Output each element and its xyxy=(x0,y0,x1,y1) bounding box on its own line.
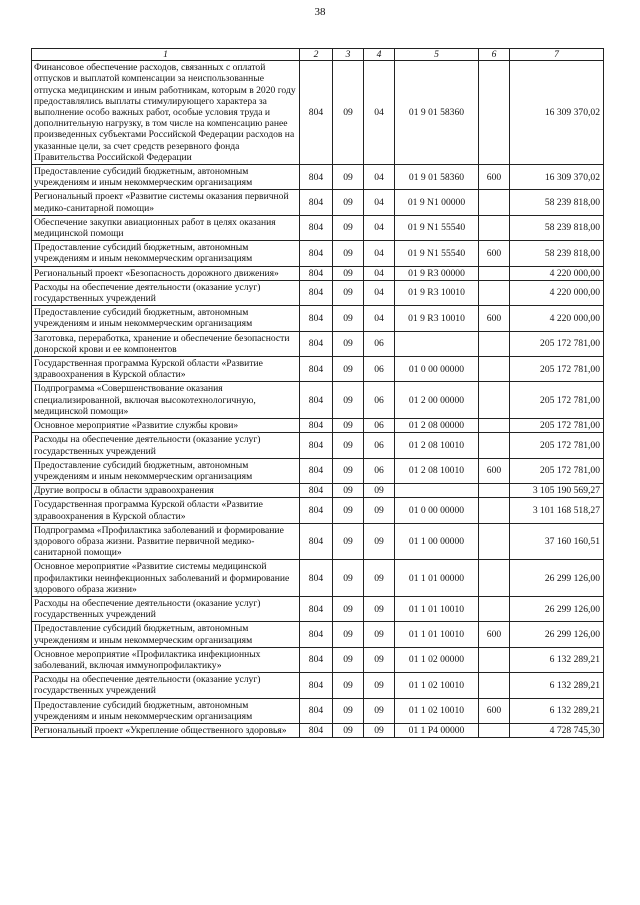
row-name-cell: Предоставление субсидий бюджетным, автономным учреждениям и иным некоммерческим организациям xyxy=(32,698,300,723)
subsection-code-cell: 06 xyxy=(364,382,395,419)
section-code-cell: 09 xyxy=(333,357,364,382)
row-name-cell: Расходы на обеспечение деятельности (оказание услуг) государственных учреждений xyxy=(32,596,300,621)
amount-cell: 3 101 168 518,27 xyxy=(510,498,604,523)
target-article-cell: 01 9 R3 00000 xyxy=(395,266,479,280)
column-header: 6 xyxy=(479,49,510,61)
row-name-cell: Предоставление субсидий бюджетным, автономным учреждениям и иным некоммерческим организациям xyxy=(32,458,300,483)
target-article-cell: 01 2 08 10010 xyxy=(395,433,479,458)
target-article-cell: 01 1 02 10010 xyxy=(395,673,479,698)
subsection-code-cell: 09 xyxy=(364,484,395,498)
expense-type-cell: 600 xyxy=(479,241,510,266)
table-row xyxy=(32,165,604,190)
ministry-code-cell: 804 xyxy=(300,61,333,165)
target-article-cell: 01 1 02 10010 xyxy=(395,698,479,723)
target-article-cell: 01 9 01 58360 xyxy=(395,61,479,165)
section-code-cell: 09 xyxy=(333,596,364,621)
section-code-cell: 09 xyxy=(333,419,364,433)
row-name-cell: Предоставление субсидий бюджетным, автономным учреждениям и иным некоммерческим организациям xyxy=(32,622,300,647)
row-name-cell: Предоставление субсидий бюджетным, автономным учреждениям и иным некоммерческим организациям xyxy=(32,241,300,266)
amount-cell: 4 220 000,00 xyxy=(510,266,604,280)
ministry-code-cell: 804 xyxy=(300,698,333,723)
subsection-code-cell: 04 xyxy=(364,266,395,280)
target-article-cell: 01 9 R3 10010 xyxy=(395,306,479,331)
subsection-code-cell: 04 xyxy=(364,215,395,240)
subsection-code-cell: 04 xyxy=(364,61,395,165)
row-name-cell: Основное мероприятие «Профилактика инфекционных заболеваний, включая иммунопрофилактику» xyxy=(32,647,300,672)
table-row xyxy=(32,419,604,433)
row-name-cell: Предоставление субсидий бюджетным, автономным учреждениям и иным некоммерческим организациям xyxy=(32,165,300,190)
subsection-code-cell: 06 xyxy=(364,419,395,433)
target-article-cell xyxy=(395,484,479,498)
section-code-cell: 09 xyxy=(333,498,364,523)
expense-type-cell xyxy=(479,190,510,215)
target-article-cell: 01 9 N1 00000 xyxy=(395,190,479,215)
section-code-cell: 09 xyxy=(333,484,364,498)
ministry-code-cell: 804 xyxy=(300,266,333,280)
section-code-cell: 09 xyxy=(333,215,364,240)
table-row xyxy=(32,433,604,458)
target-article-cell: 01 1 01 10010 xyxy=(395,622,479,647)
row-name-cell: Заготовка, переработка, хранение и обеспечение безопасности донорской крови и ее компонентов xyxy=(32,331,300,356)
section-code-cell: 09 xyxy=(333,723,364,737)
page-number: 38 xyxy=(314,6,326,18)
ministry-code-cell: 804 xyxy=(300,484,333,498)
table-row xyxy=(32,647,604,672)
expense-type-cell xyxy=(479,382,510,419)
section-code-cell: 09 xyxy=(333,673,364,698)
table-row xyxy=(32,190,604,215)
target-article-cell: 01 0 00 00000 xyxy=(395,357,479,382)
ministry-code-cell: 804 xyxy=(300,498,333,523)
section-code-cell: 09 xyxy=(333,241,364,266)
target-article-cell: 01 9 R3 10010 xyxy=(395,280,479,305)
amount-cell: 26 299 126,00 xyxy=(510,622,604,647)
table-row xyxy=(32,382,604,419)
subsection-code-cell: 09 xyxy=(364,596,395,621)
subsection-code-cell: 04 xyxy=(364,280,395,305)
subsection-code-cell: 09 xyxy=(364,647,395,672)
amount-cell: 3 105 190 569,27 xyxy=(510,484,604,498)
section-code-cell: 09 xyxy=(333,190,364,215)
amount-cell: 6 132 289,21 xyxy=(510,647,604,672)
table-row xyxy=(32,560,604,597)
row-name-cell: Государственная программа Курской области «Развитие здравоохранения в Курской области» xyxy=(32,498,300,523)
amount-cell: 37 160 160,51 xyxy=(510,523,604,560)
amount-cell: 26 299 126,00 xyxy=(510,560,604,597)
expense-type-cell xyxy=(479,215,510,240)
column-header: 7 xyxy=(510,49,604,61)
section-code-cell: 09 xyxy=(333,382,364,419)
section-code-cell: 09 xyxy=(333,433,364,458)
expense-type-cell xyxy=(479,498,510,523)
target-article-cell: 01 1 01 10010 xyxy=(395,596,479,621)
expense-type-cell xyxy=(479,433,510,458)
section-code-cell: 09 xyxy=(333,560,364,597)
row-name-cell: Государственная программа Курской области «Развитие здравоохранения в Курской области» xyxy=(32,357,300,382)
table-header-row xyxy=(32,49,604,61)
expense-type-cell xyxy=(479,484,510,498)
table-row xyxy=(32,266,604,280)
amount-cell: 4 728 745,30 xyxy=(510,723,604,737)
amount-cell: 205 172 781,00 xyxy=(510,357,604,382)
section-code-cell: 09 xyxy=(333,523,364,560)
table-row xyxy=(32,698,604,723)
subsection-code-cell: 04 xyxy=(364,241,395,266)
target-article-cell: 01 1 P4 00000 xyxy=(395,723,479,737)
column-header: 4 xyxy=(364,49,395,61)
row-name-cell: Подпрограмма «Профилактика заболеваний и формирование здорового образа жизни. Развитие первичной медико-санитарной помощи» xyxy=(32,523,300,560)
expense-type-cell: 600 xyxy=(479,306,510,331)
row-name-cell: Основное мероприятие «Развитие службы крови» xyxy=(32,419,300,433)
subsection-code-cell: 06 xyxy=(364,433,395,458)
section-code-cell: 09 xyxy=(333,165,364,190)
subsection-code-cell: 09 xyxy=(364,498,395,523)
row-name-cell: Финансовое обеспечение расходов, связанных с оплатой отпусков и выплатой компенсации за неиспользованные отпуска медицинским и иным работникам, которым в 2020 году предоставлялись выплаты стимулирующего характера за выполнение особо важных работ, особые условия труда и дополнительную нагрузку, в том числе на компенсацию ранее произведенных субъектами Российской Федерации расходов на указанные цели, за счет средств резервного фонда Правительства Российской Федерации xyxy=(32,61,300,165)
section-code-cell: 09 xyxy=(333,622,364,647)
amount-cell: 205 172 781,00 xyxy=(510,458,604,483)
ministry-code-cell: 804 xyxy=(300,523,333,560)
table-row xyxy=(32,215,604,240)
ministry-code-cell: 804 xyxy=(300,241,333,266)
section-code-cell: 09 xyxy=(333,331,364,356)
amount-cell: 26 299 126,00 xyxy=(510,596,604,621)
row-name-cell: Расходы на обеспечение деятельности (оказание услуг) государственных учреждений xyxy=(32,280,300,305)
target-article-cell: 01 1 00 00000 xyxy=(395,523,479,560)
column-header: 1 xyxy=(32,49,300,61)
target-article-cell: 01 9 01 58360 xyxy=(395,165,479,190)
subsection-code-cell: 09 xyxy=(364,523,395,560)
row-name-cell: Обеспечение закупки авиационных работ в целях оказания медицинской помощи xyxy=(32,215,300,240)
section-code-cell: 09 xyxy=(333,458,364,483)
amount-cell: 16 309 370,02 xyxy=(510,165,604,190)
subsection-code-cell: 09 xyxy=(364,723,395,737)
expense-type-cell xyxy=(479,331,510,356)
amount-cell: 58 239 818,00 xyxy=(510,241,604,266)
expense-type-cell xyxy=(479,596,510,621)
amount-cell: 58 239 818,00 xyxy=(510,215,604,240)
row-name-cell: Региональный проект «Безопасность дорожного движения» xyxy=(32,266,300,280)
row-name-cell: Другие вопросы в области здравоохранения xyxy=(32,484,300,498)
row-name-cell: Расходы на обеспечение деятельности (оказание услуг) государственных учреждений xyxy=(32,433,300,458)
subsection-code-cell: 06 xyxy=(364,458,395,483)
ministry-code-cell: 804 xyxy=(300,673,333,698)
expense-type-cell xyxy=(479,723,510,737)
expense-type-cell xyxy=(479,266,510,280)
row-name-cell: Предоставление субсидий бюджетным, автономным учреждениям и иным некоммерческим организациям xyxy=(32,306,300,331)
amount-cell: 16 309 370,02 xyxy=(510,61,604,165)
budget-table xyxy=(31,48,604,738)
column-header: 3 xyxy=(333,49,364,61)
expense-type-cell xyxy=(479,280,510,305)
amount-cell: 205 172 781,00 xyxy=(510,331,604,356)
table-row xyxy=(32,596,604,621)
amount-cell: 58 239 818,00 xyxy=(510,190,604,215)
subsection-code-cell: 04 xyxy=(364,306,395,331)
table-row xyxy=(32,523,604,560)
ministry-code-cell: 804 xyxy=(300,382,333,419)
table-row xyxy=(32,61,604,165)
ministry-code-cell: 804 xyxy=(300,596,333,621)
section-code-cell: 09 xyxy=(333,61,364,165)
ministry-code-cell: 804 xyxy=(300,331,333,356)
expense-type-cell xyxy=(479,419,510,433)
ministry-code-cell: 804 xyxy=(300,165,333,190)
subsection-code-cell: 09 xyxy=(364,622,395,647)
target-article-cell: 01 0 00 00000 xyxy=(395,498,479,523)
target-article-cell xyxy=(395,331,479,356)
expense-type-cell: 600 xyxy=(479,458,510,483)
amount-cell: 6 132 289,21 xyxy=(510,698,604,723)
ministry-code-cell: 804 xyxy=(300,622,333,647)
expense-type-cell xyxy=(479,357,510,382)
ministry-code-cell: 804 xyxy=(300,306,333,331)
amount-cell: 205 172 781,00 xyxy=(510,382,604,419)
amount-cell: 4 220 000,00 xyxy=(510,280,604,305)
amount-cell: 4 220 000,00 xyxy=(510,306,604,331)
table-row xyxy=(32,673,604,698)
row-name-cell: Региональный проект «Развитие системы оказания первичной медико-санитарной помощи» xyxy=(32,190,300,215)
expense-type-cell xyxy=(479,560,510,597)
column-header: 5 xyxy=(395,49,479,61)
expense-type-cell xyxy=(479,61,510,165)
ministry-code-cell: 804 xyxy=(300,458,333,483)
table-row xyxy=(32,484,604,498)
expense-type-cell: 600 xyxy=(479,165,510,190)
row-name-cell: Расходы на обеспечение деятельности (оказание услуг) государственных учреждений xyxy=(32,673,300,698)
expense-type-cell xyxy=(479,673,510,698)
subsection-code-cell: 09 xyxy=(364,698,395,723)
expense-type-cell xyxy=(479,523,510,560)
table-row xyxy=(32,458,604,483)
table-row xyxy=(32,331,604,356)
table-row xyxy=(32,498,604,523)
subsection-code-cell: 06 xyxy=(364,331,395,356)
target-article-cell: 01 9 N1 55540 xyxy=(395,241,479,266)
section-code-cell: 09 xyxy=(333,280,364,305)
expense-type-cell: 600 xyxy=(479,698,510,723)
section-code-cell: 09 xyxy=(333,306,364,331)
table-row xyxy=(32,241,604,266)
amount-cell: 6 132 289,21 xyxy=(510,673,604,698)
row-name-cell: Основное мероприятие «Развитие системы медицинской профилактики неинфекционных заболеваний и формирование здорового образа жизни» xyxy=(32,560,300,597)
ministry-code-cell: 804 xyxy=(300,419,333,433)
amount-cell: 205 172 781,00 xyxy=(510,419,604,433)
subsection-code-cell: 09 xyxy=(364,560,395,597)
target-article-cell: 01 1 01 00000 xyxy=(395,560,479,597)
ministry-code-cell: 804 xyxy=(300,280,333,305)
subsection-code-cell: 04 xyxy=(364,165,395,190)
ministry-code-cell: 804 xyxy=(300,215,333,240)
table-row xyxy=(32,306,604,331)
ministry-code-cell: 804 xyxy=(300,560,333,597)
expense-type-cell: 600 xyxy=(479,622,510,647)
table-row xyxy=(32,622,604,647)
target-article-cell: 01 1 02 00000 xyxy=(395,647,479,672)
target-article-cell: 01 2 08 00000 xyxy=(395,419,479,433)
table-row xyxy=(32,357,604,382)
table-row xyxy=(32,280,604,305)
column-header: 2 xyxy=(300,49,333,61)
amount-cell: 205 172 781,00 xyxy=(510,433,604,458)
target-article-cell: 01 2 08 10010 xyxy=(395,458,479,483)
section-code-cell: 09 xyxy=(333,698,364,723)
ministry-code-cell: 804 xyxy=(300,647,333,672)
ministry-code-cell: 804 xyxy=(300,433,333,458)
expense-type-cell xyxy=(479,647,510,672)
ministry-code-cell: 804 xyxy=(300,723,333,737)
subsection-code-cell: 09 xyxy=(364,673,395,698)
row-name-cell: Подпрограмма «Совершенствование оказания специализированной, включая высокотехнологичную, медицинской помощи» xyxy=(32,382,300,419)
subsection-code-cell: 06 xyxy=(364,357,395,382)
ministry-code-cell: 804 xyxy=(300,190,333,215)
subsection-code-cell: 04 xyxy=(364,190,395,215)
row-name-cell: Региональный проект «Укрепление общественного здоровья» xyxy=(32,723,300,737)
target-article-cell: 01 9 N1 55540 xyxy=(395,215,479,240)
section-code-cell: 09 xyxy=(333,647,364,672)
section-code-cell: 09 xyxy=(333,266,364,280)
target-article-cell: 01 2 00 00000 xyxy=(395,382,479,419)
table-row xyxy=(32,723,604,737)
ministry-code-cell: 804 xyxy=(300,357,333,382)
